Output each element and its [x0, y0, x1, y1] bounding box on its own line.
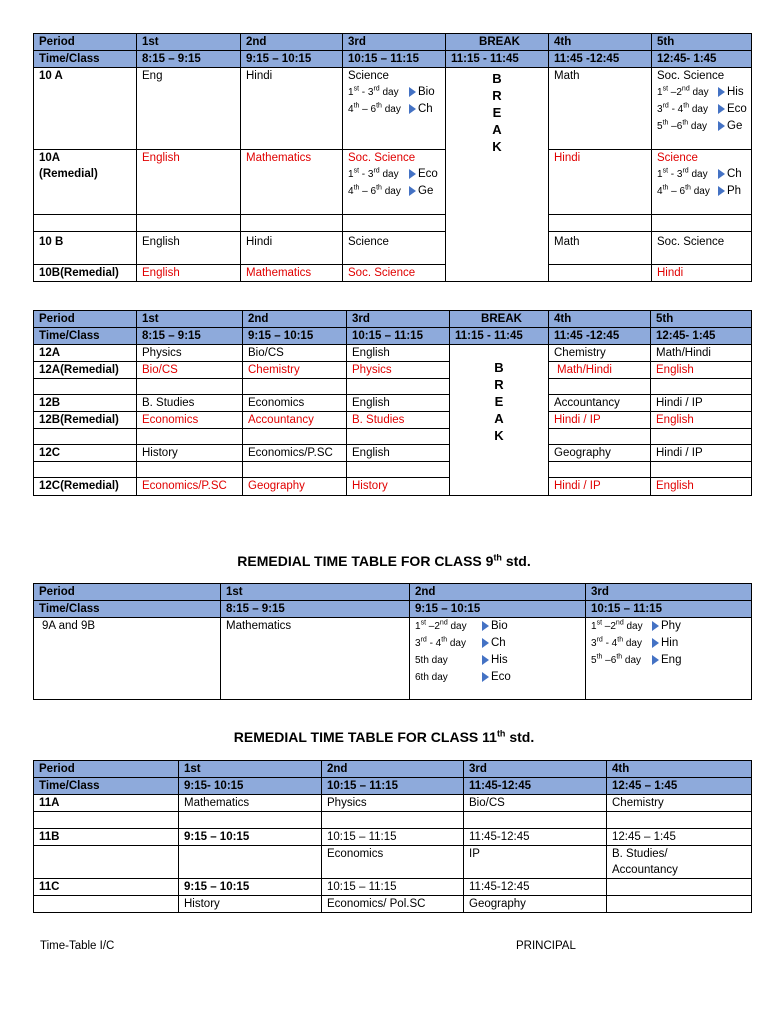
class-cell: 10 A: [34, 68, 137, 150]
arrow-right-icon: [718, 186, 725, 196]
time-4th: 12:45 – 1:45: [607, 778, 752, 795]
subject-cell: Soc. Science: [652, 232, 752, 265]
rotation-line: 4th – 6th day Ch: [348, 102, 433, 115]
subject-rotation: [657, 84, 751, 135]
subject-cell: [607, 846, 752, 879]
subject-cell: [410, 618, 586, 700]
period-4th: 4th: [549, 311, 651, 328]
class-cell: 9A and 9B: [34, 618, 221, 700]
subject-name: Soc. Science: [657, 70, 725, 82]
time-row: [34, 601, 752, 618]
subject-cell: [179, 812, 322, 829]
subject-cell: Mathematics: [179, 795, 322, 812]
period-2nd: 2nd: [410, 584, 586, 601]
rotation-line: 4th – 6th day Ge: [348, 184, 434, 197]
subject-cell: English: [137, 232, 241, 265]
time-class-label: Time/Class: [34, 328, 137, 345]
rotation-line: 1st - 3rd day Bio: [348, 85, 435, 98]
period-row: [34, 761, 752, 778]
subject-rotation: [657, 166, 751, 200]
arrow-right-icon: [718, 104, 725, 114]
subject-cell: Bio/CS: [464, 795, 607, 812]
table-row: [34, 379, 752, 395]
time-row: [34, 778, 752, 795]
class-cell: 11B: [34, 829, 179, 846]
subject-rotation: [591, 618, 751, 669]
period-row: [34, 311, 752, 328]
arrow-right-icon: [652, 655, 659, 665]
subject-cell: Hindi: [652, 265, 752, 282]
subject-cell: Eng: [137, 68, 241, 150]
subject-cell: Accountancy: [549, 395, 651, 412]
rotation-line: 1st –2nd day Phy: [591, 619, 681, 632]
table-row: [34, 829, 752, 846]
rotation-subject: His: [727, 86, 744, 98]
period-label: Period: [34, 34, 137, 51]
subject-cell: History: [347, 478, 450, 496]
subject-rotation: [348, 84, 445, 118]
rotation-subject: Bio: [418, 86, 435, 98]
subject-cell: [464, 812, 607, 829]
time-2nd: 9:15 – 10:15: [243, 328, 347, 345]
table-row: [34, 478, 752, 496]
subject-cell: Hindi / IP: [549, 412, 651, 429]
class-cell: 12C(Remedial): [34, 478, 137, 496]
subject-cell: Math/Hindi: [651, 345, 752, 362]
subject-cell: English: [651, 362, 752, 379]
period-label: Period: [34, 761, 179, 778]
subject-cell: [347, 462, 450, 478]
break-letter: A: [494, 411, 504, 426]
table-row: [34, 618, 752, 700]
time-1st: 9:15- 10:15: [179, 778, 322, 795]
subject-cell: 10:15 – 11:15: [322, 879, 464, 896]
break-letter: E: [492, 105, 502, 120]
period-row: [34, 584, 752, 601]
time-4th: 11:45 -12:45: [549, 51, 652, 68]
class-11-rows: [34, 795, 752, 913]
time-break: 11:15 - 11:45: [450, 328, 549, 345]
break-column: [446, 68, 549, 282]
class-cell: 10 B: [34, 232, 137, 265]
period-1st: 1st: [137, 34, 241, 51]
subject-cell: Economics: [243, 395, 347, 412]
period-2nd: 2nd: [241, 34, 343, 51]
class-cell: 11C: [34, 879, 179, 896]
subject-cell: Geography: [549, 445, 651, 462]
break-letter: E: [494, 394, 504, 409]
class-12-timetable: [33, 310, 752, 496]
time-2nd: 10:15 – 11:15: [322, 778, 464, 795]
time-break: 11:15 - 11:45: [446, 51, 549, 68]
arrow-right-icon: [409, 186, 416, 196]
subject-name: Science: [348, 70, 389, 82]
subject-cell: [137, 429, 243, 445]
subject-cell: Accountancy: [243, 412, 347, 429]
subject-cell: 9:15 – 10:15: [179, 879, 322, 896]
subject-cell: History: [137, 445, 243, 462]
time-row: [34, 328, 752, 345]
arrow-right-icon: [718, 121, 725, 131]
class-cell: 10B(Remedial): [34, 265, 137, 282]
subject-cell: Math: [549, 68, 652, 150]
arrow-right-icon: [652, 621, 659, 631]
rotation-line: 1st –2nd day His: [657, 85, 744, 98]
subject-cell: [347, 429, 450, 445]
subject-cell: Soc. Science: [343, 265, 446, 282]
rotation-line: 5th –6th day Eng: [591, 653, 682, 666]
table-row: [34, 68, 752, 150]
arrow-right-icon: [409, 169, 416, 179]
subject-cell: English: [137, 150, 241, 215]
subject-cell: Geography: [243, 478, 347, 496]
subject-cell: [607, 812, 752, 829]
class-9-timetable: [33, 583, 752, 700]
subject-cell: Hindi / IP: [651, 445, 752, 462]
class-cell: 12B: [34, 395, 137, 412]
subject-cell: [652, 150, 752, 215]
period-4th: 4th: [607, 761, 752, 778]
rotation-line: 5th –6th day Ge: [657, 119, 743, 132]
subject-cell: Mathematics: [241, 265, 343, 282]
time-1st: 8:15 – 9:15: [137, 328, 243, 345]
subject-cell: Hindi / IP: [549, 478, 651, 496]
rotation-line: 6th day Eco: [415, 671, 511, 683]
table-row: [34, 462, 752, 478]
subject-cell: English: [347, 395, 450, 412]
subject-cell: 9:15 – 10:15: [179, 829, 322, 846]
table-row: [34, 362, 752, 379]
time-3rd: 10:15 – 11:15: [586, 601, 752, 618]
heading-class-11: REMEDIAL TIME TABLE FOR CLASS 11th std.: [233, 728, 535, 745]
arrow-right-icon: [482, 655, 489, 665]
class-remedial: (Remedial): [39, 168, 98, 180]
class-cell: [34, 462, 137, 478]
table-row: [34, 429, 752, 445]
subject-cell: Mathematics: [241, 150, 343, 215]
break-letter: B: [494, 360, 504, 375]
class-cell: 12B(Remedial): [34, 412, 137, 429]
arrow-right-icon: [482, 621, 489, 631]
time-class-label: Time/Class: [34, 778, 179, 795]
break-letter: K: [494, 428, 504, 443]
subject-cell: [179, 846, 322, 879]
time-2nd: 9:15 – 10:15: [241, 51, 343, 68]
subject-cell: [549, 379, 651, 395]
subject-cell: English: [347, 345, 450, 362]
arrow-right-icon: [718, 87, 725, 97]
table-row: [34, 150, 752, 215]
subject-cell: [586, 618, 752, 700]
subject-cell: [137, 379, 243, 395]
rotation-line: 3rd - 4th day Eco: [657, 102, 747, 115]
rotation-subject: Ph: [727, 185, 742, 197]
table-row: [34, 265, 752, 282]
subject-cell: Bio/CS: [137, 362, 243, 379]
subject-cell: [607, 896, 752, 913]
class-cell: 12A: [34, 345, 137, 362]
period-3rd: 3rd: [343, 34, 446, 51]
arrow-right-icon: [652, 638, 659, 648]
arrow-right-icon: [482, 638, 489, 648]
arrow-right-icon: [409, 104, 416, 114]
rotation-line: 5th day His: [415, 654, 508, 666]
break-letter: R: [492, 88, 502, 103]
subject-cell: [651, 379, 752, 395]
rotation-subject: His: [491, 654, 508, 666]
subject-cell: Hindi / IP: [651, 395, 752, 412]
class-cell: [34, 379, 137, 395]
period-3rd: 3rd: [347, 311, 450, 328]
rotation-subject: Bio: [491, 620, 508, 632]
rotation-subject: Eco: [727, 103, 747, 115]
subject-cell: [243, 429, 347, 445]
subject-cell: English: [347, 445, 450, 462]
table-row: [34, 879, 752, 896]
table-row: [34, 232, 752, 265]
table-row: [34, 345, 752, 362]
subject-cell: Bio/CS: [243, 345, 347, 362]
table-row: [34, 896, 752, 913]
class-11-timetable: [33, 760, 752, 913]
rotation-subject: Phy: [661, 620, 681, 632]
subject-cell: Geography: [464, 896, 607, 913]
subject-cell: Economics/P.SC: [243, 445, 347, 462]
period-label: Period: [34, 311, 137, 328]
subject-cell: 11:45-12:45: [464, 829, 607, 846]
subject-cell: [137, 462, 243, 478]
class-cell: [34, 846, 179, 879]
rotation-subject: Ge: [418, 185, 434, 197]
subject-name: Soc. Science: [348, 152, 416, 164]
period-1st: 1st: [179, 761, 322, 778]
subject-cell: Chemistry: [607, 795, 752, 812]
period-5th: 5th: [652, 34, 752, 51]
subject-cell: English: [651, 478, 752, 496]
rotation-line: 1st –2nd day Bio: [415, 619, 508, 632]
rotation-line: 1st - 3rd day Eco: [348, 167, 438, 180]
rotation-subject: Eng: [661, 654, 682, 666]
period-break: BREAK: [450, 311, 549, 328]
subject-cell: [243, 462, 347, 478]
rotation-line: 3rd - 4th day Ch: [415, 636, 506, 649]
period-2nd: 2nd: [243, 311, 347, 328]
subject-cell: [322, 812, 464, 829]
subject-cell: Physics: [137, 345, 243, 362]
arrow-right-icon: [409, 87, 416, 97]
rotation-line: 4th – 6th day Ph: [657, 184, 742, 197]
subject-cell: [243, 379, 347, 395]
time-3rd: 10:15 – 11:15: [347, 328, 450, 345]
break-letter: R: [494, 377, 504, 392]
timetable-incharge-signature: Time-Table I/C: [40, 940, 115, 952]
class-name: 10A: [39, 152, 61, 164]
subject-cell: Economics/P.SC: [137, 478, 243, 496]
time-class-label: Time/Class: [34, 601, 221, 618]
subject-cell: 12:45 – 1:45: [607, 829, 752, 846]
class-cell: 12C: [34, 445, 137, 462]
heading-class-9: REMEDIAL TIME TABLE FOR CLASS 9th std.: [237, 552, 531, 569]
table-row: [34, 445, 752, 462]
subject-cell: [651, 462, 752, 478]
table-row: [34, 846, 752, 879]
break-letters: [450, 345, 548, 444]
subject-cell: Math/Hindi: [549, 362, 651, 379]
period-3rd: 3rd: [464, 761, 607, 778]
break-letters: [446, 68, 548, 155]
subject-cell: B. Studies: [137, 395, 243, 412]
class-cell: [34, 896, 179, 913]
subject-cell: Physics: [347, 362, 450, 379]
time-3rd: 10:15 – 11:15: [343, 51, 446, 68]
arrow-right-icon: [718, 169, 725, 179]
subject-name: Accountancy: [612, 864, 678, 876]
period-3rd: 3rd: [586, 584, 752, 601]
subject-cell: 11:45-12:45: [464, 879, 607, 896]
time-4th: 11:45 -12:45: [549, 328, 651, 345]
subject-cell: Hindi: [549, 150, 652, 215]
subject-cell: Physics: [322, 795, 464, 812]
period-1st: 1st: [137, 311, 243, 328]
subject-cell: [343, 68, 446, 150]
table-row: [34, 395, 752, 412]
class-12-rows: [34, 345, 752, 496]
subject-cell: English: [137, 265, 241, 282]
subject-rotation: [348, 166, 445, 200]
subject-cell: Economics: [322, 846, 464, 879]
subject-cell: Economics/ Pol.SC: [322, 896, 464, 913]
time-3rd: 11:45-12:45: [464, 778, 607, 795]
class-cell: 12A(Remedial): [34, 362, 137, 379]
subject-name: B. Studies/: [612, 848, 668, 860]
subject-cell: [343, 150, 446, 215]
rotation-line: 1st - 3rd day Ch: [657, 167, 742, 180]
table-row: [34, 412, 752, 429]
time-2nd: 9:15 – 10:15: [410, 601, 586, 618]
class-cell: [34, 812, 179, 829]
period-2nd: 2nd: [322, 761, 464, 778]
subject-rotation: [415, 618, 585, 686]
subject-cell: Chemistry: [549, 345, 651, 362]
arrow-right-icon: [482, 672, 489, 682]
table-row: [34, 812, 752, 829]
table-row: [34, 795, 752, 812]
subject-cell: [549, 462, 651, 478]
subject-cell: Science: [343, 232, 446, 265]
time-class-label: Time/Class: [34, 51, 137, 68]
time-5th: 12:45- 1:45: [652, 51, 752, 68]
subject-cell: 10:15 – 11:15: [322, 829, 464, 846]
rotation-subject: Ch: [418, 103, 433, 115]
period-1st: 1st: [221, 584, 410, 601]
rotation-line: 3rd - 4th day Hin: [591, 636, 679, 649]
subject-cell: Hindi: [241, 232, 343, 265]
subject-cell: Economics: [137, 412, 243, 429]
break-letter: B: [492, 71, 502, 86]
subject-cell: [652, 68, 752, 150]
subject-cell: IP: [464, 846, 607, 879]
rotation-subject: Eco: [418, 168, 438, 180]
rotation-subject: Ch: [491, 637, 506, 649]
class-cell: [34, 150, 137, 215]
break-letter: A: [492, 122, 502, 137]
time-5th: 12:45- 1:45: [651, 328, 752, 345]
subject-cell: Mathematics: [221, 618, 410, 700]
principal-signature: PRINCIPAL: [516, 940, 576, 952]
subject-cell: History: [179, 896, 322, 913]
period-row: [34, 34, 752, 51]
rotation-subject: Hin: [661, 637, 679, 649]
subject-cell: Math: [549, 232, 652, 265]
table-row: [34, 215, 752, 232]
subject-cell: English: [651, 412, 752, 429]
subject-cell: Chemistry: [243, 362, 347, 379]
break-column: [450, 345, 549, 496]
time-1st: 8:15 – 9:15: [137, 51, 241, 68]
subject-cell: Hindi: [241, 68, 343, 150]
subject-cell: B. Studies: [347, 412, 450, 429]
rotation-subject: Ch: [727, 168, 742, 180]
period-5th: 5th: [651, 311, 752, 328]
class-cell: 11A: [34, 795, 179, 812]
subject-cell: [607, 879, 752, 896]
period-4th: 4th: [549, 34, 652, 51]
subject-cell: [651, 429, 752, 445]
rotation-subject: Ge: [727, 120, 743, 132]
subject-cell: [549, 429, 651, 445]
subject-name: Science: [657, 152, 698, 164]
rotation-subject: Eco: [491, 671, 511, 683]
subject-cell: [347, 379, 450, 395]
class-cell: [34, 429, 137, 445]
time-row: [34, 51, 752, 68]
class-10-timetable: [33, 33, 752, 282]
period-label: Period: [34, 584, 221, 601]
break-letter: K: [492, 139, 502, 154]
period-break: BREAK: [446, 34, 549, 51]
time-1st: 8:15 – 9:15: [221, 601, 410, 618]
